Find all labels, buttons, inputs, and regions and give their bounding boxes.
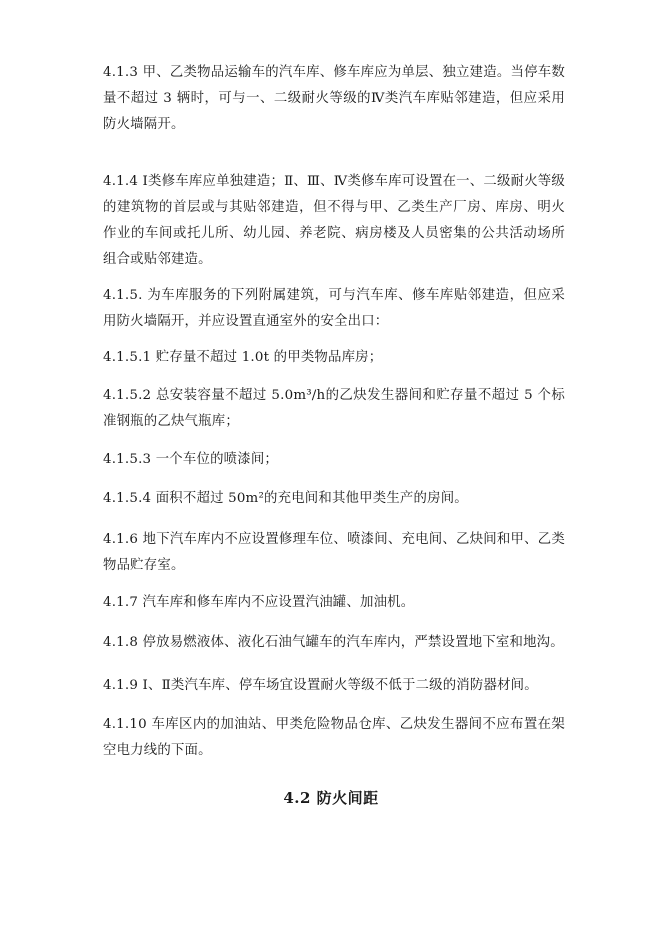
paragraph-4-1-8: 4.1.8 停放易燃液体、液化石油气罐车的汽车库内，严禁设置地下室和地沟。 [103, 635, 564, 650]
paragraph-4-1-5: 4.1.5. 为车库服务的下列附属建筑，可与汽车库、修车库贴邻建造，但应采用防火墙隔开，并应设置直通室外的安全出口： [103, 288, 565, 329]
paragraph-4-1-9: 4.1.9 Ⅰ、Ⅱ类汽车库、停车场宜设置耐火等级不低于二级的消防器材间。 [103, 678, 538, 693]
paragraph-4-1-5-2: 4.1.5.2 总安装容量不超过 5.0m³/h的乙炔发生器间和贮存量不超过 5 个标准钢瓶的乙炔气瓶库； [103, 388, 565, 429]
paragraph-4-1-3: 4.1.3 甲、乙类物品运输车的汽车库、修车库应为单层、独立建造。当停车数量不超过 3 辆时，可与一、二级耐火等级的Ⅳ类汽车库贴邻建造，但应采用防火墙隔开。 [103, 65, 565, 132]
paragraph-4-1-5-4: 4.1.5.4 面积不超过 50m²的充电间和其他甲类生产的房间。 [103, 491, 468, 506]
paragraph-4-1-7: 4.1.7 汽车库和修车库内不应设置汽油罐、加油机。 [103, 595, 415, 610]
paragraph-4-1-5-3: 4.1.5.3 一个车位的喷漆间； [103, 452, 279, 467]
section-heading: 4.2 防火间距 [283, 789, 379, 807]
paragraph-4-1-4: 4.1.4 Ⅰ类修车库应单独建造；Ⅱ、Ⅲ、Ⅳ类修车库可设置在一、二级耐火等级的建筑物的首层或与其贴邻建造，但不得与甲、乙类生产厂房、库房、明火作业的车间或托儿所、幼儿园、养老院、病房楼及人员密集的公共活动场所组合或贴邻建造。 [103, 174, 565, 267]
paragraph-4-1-10: 4.1.10 车库区内的加油站、甲类危险物品仓库、乙炔发生器间不应布置在架空电力线的下面。 [103, 717, 565, 758]
paragraph-4-1-5-1: 4.1.5.1 贮存量不超过 1.0t 的甲类物品库房； [103, 350, 383, 365]
paragraph-4-1-6: 4.1.6 地下汽车库内不应设置修理车位、喷漆间、充电间、乙炔间和甲、乙类物品贮存室。 [103, 532, 565, 573]
